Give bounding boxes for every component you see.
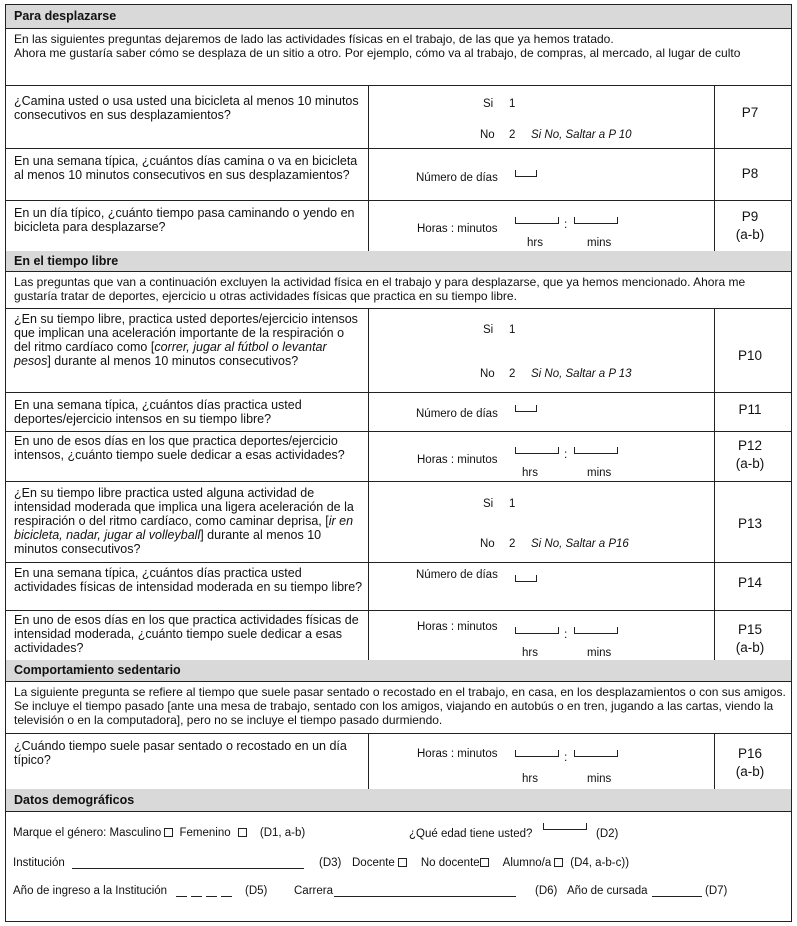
option-code-2[interactable]: 2: [509, 538, 516, 550]
hrs-label: hrs: [522, 647, 538, 659]
hours-minutes-label: Horas : minutos: [417, 621, 498, 633]
question-code-p14: P14: [737, 575, 763, 590]
minutes-input-box[interactable]: [574, 447, 618, 454]
institution-label: Institución: [13, 857, 65, 869]
option-si: Si: [483, 324, 494, 336]
docente-checkbox[interactable]: [398, 858, 407, 867]
question-code-p13: P13: [737, 516, 763, 531]
minutes-input-box[interactable]: [574, 750, 618, 757]
question-p10: ¿En su tiempo libre, practica usted deportes/ejercicio intensos que implican una aceleración importante de la respiración o del ritmo cardíaco como [correr, jugar al fútbol o levantar pesos] durante al menos 10 minutos consecutivos?: [14, 312, 358, 368]
hrs-label: hrs: [527, 237, 543, 249]
question-p16: ¿Cuándo tiempo suele pasar sentado o recostado en un día típico?: [14, 739, 347, 767]
career-label: Carrera: [294, 885, 333, 897]
option-code-1[interactable]: 1: [509, 324, 516, 336]
time-separator: :: [564, 217, 568, 231]
time-separator: :: [564, 447, 568, 461]
institution-field[interactable]: [72, 858, 304, 869]
admission-year-label: Año de ingreso a la Institución: [13, 885, 168, 897]
hours-minutes-label: Horas : minutos: [417, 748, 498, 760]
mins-label: mins: [587, 237, 612, 249]
question-p13: ¿En su tiempo libre practica usted alguna actividad de intensidad moderada que implica una ligera aceleración de la respiración o del ritmo cardíaco, como caminar deprisa, [ir en bicicleta, nadar, jugar al volleyball] durante al menos 10 minutos consecutivos?: [14, 486, 354, 556]
hours-input-box[interactable]: [515, 217, 559, 224]
age-input-box[interactable]: [543, 823, 587, 830]
role-options: Docente No docente Alumno/a (D4, a-b-c)): [352, 857, 630, 869]
time-separator: :: [564, 627, 568, 641]
intro-tiempo-libre: Las preguntas que van a continuación excluyen la actividad física en el trabajo y para desplazarse, que ya hemos mencionado. Ahora me gustaría tratar de deportes, ejercicio u otras actividades físicas que practica en su tiempo libre.: [14, 275, 746, 303]
number-of-days-label: Número de días: [416, 569, 498, 581]
question-p11: En una semana típica, ¿cuántos días practica usted deportes/ejercicio intensos en su tiempo libre?: [14, 398, 302, 426]
d5-code: (D5): [245, 885, 268, 897]
question-p15: En uno de esos días en los que practica actividades físicas de intensidad moderada, ¿cuánto tiempo suele dedicar a esas actividades?: [14, 613, 359, 655]
days-input-box[interactable]: [515, 405, 537, 412]
question-code-p9: P9 (a-b): [735, 209, 765, 242]
admission-year-digit-1[interactable]: [176, 886, 187, 897]
d7-code: (D7): [705, 885, 728, 897]
career-field[interactable]: [334, 886, 516, 897]
option-code-1[interactable]: 1: [509, 98, 516, 110]
female-checkbox[interactable]: [238, 828, 247, 837]
section-header-desplazarse: Para desplazarse: [6, 5, 791, 28]
skip-instruction: Si No, Saltar a P 13: [531, 368, 632, 380]
hours-input-box[interactable]: [515, 447, 559, 454]
question-p9: En un día típico, ¿cuánto tiempo pasa caminando o yendo en bicicleta para desplazarse?: [14, 206, 355, 234]
mins-label: mins: [587, 773, 612, 785]
section-header-tiempo-libre: En el tiempo libre: [6, 251, 791, 271]
hrs-label: hrs: [522, 773, 538, 785]
days-input-box[interactable]: [515, 575, 537, 582]
question-code-p16: P16 (a-b): [735, 746, 765, 779]
intro-sedentario: La siguiente pregunta se refiere al tiempo que suele pasar sentado o recostado en el trabajo, en casa, en los desplazamientos o con sus amigos. Se incluye el tiempo pasado [ante una mesa de trabajo, sentado con los amigos, viajando en autobús o en tren, jugando a las cartas, viendo la televisión o en la computadora], pero no se incluye el tiempo pasado durmiendo.: [14, 685, 786, 727]
option-no: No: [480, 129, 495, 141]
d2-code: (D2): [596, 828, 619, 840]
question-p14: En una semana típica, ¿cuántos días practica usted actividades físicas de intensidad moderada en su tiempo libre?: [14, 566, 363, 594]
hours-minutes-label: Horas : minutos: [417, 454, 498, 466]
time-separator: :: [564, 750, 568, 764]
questionnaire-form: [5, 4, 792, 922]
option-si: Si: [483, 98, 494, 110]
gender-label: Marque el género: Masculino Femenino (D1, a-b): [13, 827, 306, 839]
option-code-1[interactable]: 1: [509, 498, 516, 510]
no-docente-checkbox[interactable]: [480, 858, 489, 867]
question-p8: En una semana típica, ¿cuántos días camina o va en bicicleta al menos 10 minutos consecutivos en sus desplazamientos?: [14, 154, 358, 182]
option-no: No: [480, 368, 495, 380]
hours-minutes-label: Horas : minutos: [417, 223, 498, 235]
admission-year-digit-4[interactable]: [221, 886, 232, 897]
d3-code: (D3): [319, 857, 342, 869]
admission-year-digit-2[interactable]: [191, 886, 202, 897]
question-p7: ¿Camina usted o usa usted una bicicleta al menos 10 minutos consecutivos en sus desplazamientos?: [14, 94, 359, 122]
question-code-p15: P15 (a-b): [735, 622, 765, 655]
question-code-p10: P10: [737, 348, 763, 363]
age-label: ¿Qué edad tiene usted?: [409, 828, 533, 840]
intro-desplazarse-1: En las siguientes preguntas dejaremos de lado las actividades físicas en el trabajo, de las que ya hemos tratado.: [14, 32, 614, 46]
option-code-2[interactable]: 2: [509, 368, 516, 380]
question-code-p12: P12 (a-b): [735, 438, 765, 471]
question-code-p7: P7: [741, 105, 759, 120]
hrs-label: hrs: [522, 467, 538, 479]
intro-desplazarse-2: Ahora me gustaría saber cómo se desplaza de un sitio a otro. Por ejemplo, cómo va al trabajo, de compras, al mercado, al lugar de culto: [14, 46, 741, 60]
option-code-2[interactable]: 2: [509, 129, 516, 141]
mins-label: mins: [587, 647, 612, 659]
number-of-days-label: Número de días: [416, 408, 498, 420]
hours-input-box[interactable]: [515, 750, 559, 757]
section-header-demograficos: Datos demográficos: [6, 789, 791, 811]
hours-input-box[interactable]: [515, 627, 559, 634]
alumno-checkbox[interactable]: [554, 858, 563, 867]
mins-label: mins: [587, 467, 612, 479]
question-code-p11: P11: [738, 402, 762, 417]
admission-year-digit-3[interactable]: [206, 886, 217, 897]
minutes-input-box[interactable]: [574, 217, 618, 224]
option-si: Si: [483, 498, 494, 510]
minutes-input-box[interactable]: [574, 627, 618, 634]
d6-code: (D6): [535, 885, 558, 897]
question-code-p8: P8: [741, 166, 759, 181]
course-year-label: Año de cursada: [567, 885, 648, 897]
skip-instruction: Si No, Saltar a P16: [531, 538, 629, 550]
question-p12: En uno de esos días en los que practica deportes/ejercicio intensos, ¿cuánto tiempo suele dedicar a esas actividades?: [14, 434, 345, 462]
days-input-box[interactable]: [515, 170, 537, 177]
option-no: No: [480, 538, 495, 550]
course-year-field[interactable]: [652, 886, 702, 897]
number-of-days-label: Número de días: [416, 172, 498, 184]
skip-instruction: Si No, Saltar a P 10: [531, 129, 632, 141]
male-checkbox[interactable]: [164, 828, 173, 837]
section-header-sedentario: Comportamiento sedentario: [6, 660, 791, 681]
